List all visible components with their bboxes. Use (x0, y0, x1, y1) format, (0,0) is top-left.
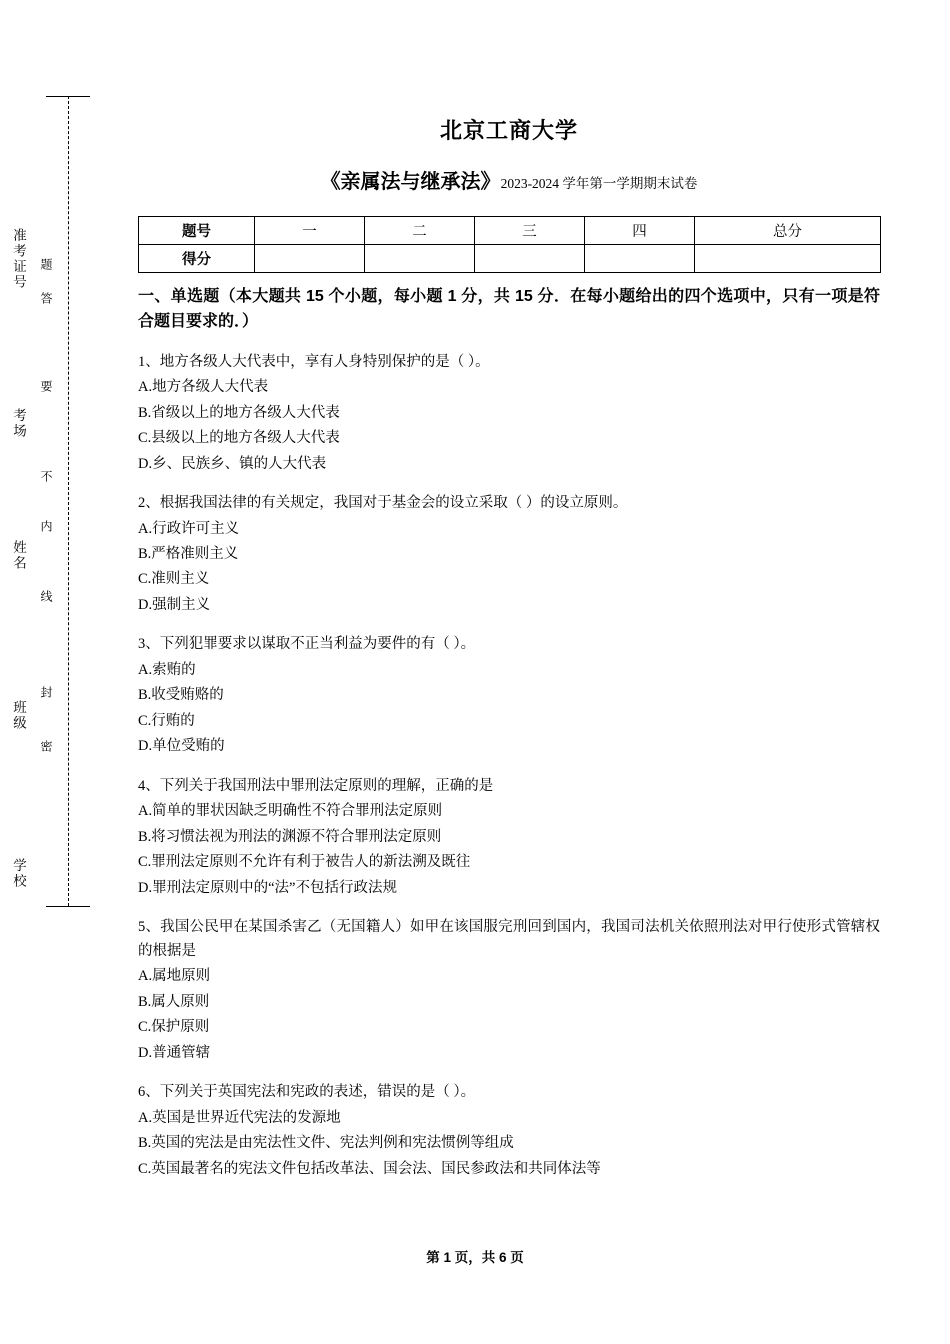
binding-dashed-line (68, 96, 69, 906)
score-table (138, 216, 881, 273)
section-title-single-choice: 一、单选题（本大题共 15 个小题，每小题 1 分，共 15 分．在每小题给出的四个选项中，只有一项是符合题目要求的．） (138, 288, 880, 330)
score-table-col-total: 总分 (695, 217, 881, 245)
question-1-option-a[interactable]: A.地方各级人大代表 (138, 379, 269, 396)
question-4-option-c[interactable]: C.罪刑法定原则不允许有利于被告人的新法溯及既往 (138, 854, 471, 871)
field-label-class: 班级 (11, 700, 26, 731)
question-1-option-b[interactable]: B.省级以上的地方各级人大代表 (138, 404, 340, 421)
score-table-col-4: 四 (585, 217, 695, 245)
exam-term: 2023-2024 学年第一学期期末试卷 (500, 176, 698, 191)
question-2-option-c[interactable]: C.准则主义 (138, 571, 210, 588)
seal-char-yao: 要 (39, 380, 53, 400)
question-2-option-d[interactable]: D.强制主义 (138, 596, 211, 613)
question-1 (138, 351, 880, 476)
seal-char-xian: 线 (39, 590, 53, 610)
question-2-stem: 2、根据我国法律的有关规定，我国对于基金会的设立采取（ ）的设立原则。 (138, 495, 628, 512)
question-6-option-b[interactable]: B.英国的宪法是由宪法性文件、宪法判例和宪法惯例等组成 (138, 1135, 514, 1152)
field-label-exam-room: 考场 (11, 408, 26, 439)
question-4-stem: 4、下列关于我国刑法中罪刑法定原则的理解，正确的是 (138, 777, 494, 794)
question-3 (138, 633, 880, 758)
question-4-option-a[interactable]: A.简单的罪状因缺乏明确性不符合罪刑法定原则 (138, 803, 443, 820)
binding-bottom-rule (46, 906, 90, 907)
seal-char-nei: 内 (39, 520, 53, 540)
question-5-stem: 5、我国公民甲在某国杀害乙（无国籍人）如甲在该国服完刑回到国内，我国司法机关依照刑法对甲行使形式管辖权的根据是 (138, 919, 880, 959)
binding-top-rule (46, 96, 90, 97)
field-label-admission-number: 准考证号 (11, 228, 26, 290)
score-cell-1[interactable] (255, 245, 365, 273)
question-5-option-a[interactable]: A.属地原则 (138, 968, 211, 985)
score-cell-2[interactable] (365, 245, 475, 273)
question-3-option-c[interactable]: C.行贿的 (138, 712, 195, 729)
question-3-option-b[interactable]: B.收受贿赂的 (138, 687, 224, 704)
question-1-stem: 1、地方各级人大代表中，享有人身特别保护的是（ ）。 (138, 353, 490, 370)
seal-char-feng: 封 (39, 686, 53, 706)
seal-char-bu: 不 (39, 470, 53, 490)
question-5-option-d[interactable]: D.普通管辖 (138, 1044, 211, 1061)
question-1-option-c[interactable]: C.县级以上的地方各级人大代表 (138, 430, 340, 447)
question-2-option-a[interactable]: A.行政许可主义 (138, 520, 240, 537)
score-table-col-1: 一 (255, 217, 365, 245)
table-row-scores (139, 245, 881, 273)
course-name: 《亲属法与继承法》 (320, 171, 501, 193)
field-label-school: 学校 (11, 858, 26, 889)
score-table-header-label: 题号 (139, 217, 255, 245)
question-6-option-a[interactable]: A.英国是世界近代宪法的发源地 (138, 1109, 341, 1126)
score-table-col-3: 三 (475, 217, 585, 245)
exam-title (138, 165, 880, 194)
score-cell-4[interactable] (585, 245, 695, 273)
seal-char-mi: 密 (39, 740, 53, 760)
binding-strip (36, 96, 92, 906)
question-2 (138, 492, 880, 617)
page-footer: 第 1 页，共 6 页 (426, 1250, 524, 1265)
question-1-option-d[interactable]: D.乡、民族乡、镇的人大代表 (138, 455, 327, 472)
question-4-option-d[interactable]: D.罪刑法定原则中的“法”不包括行政法规 (138, 879, 397, 896)
score-table-col-2: 二 (365, 217, 475, 245)
question-4-option-b[interactable]: B.将习惯法视为刑法的渊源不符合罪刑法定原则 (138, 828, 442, 845)
seal-char-ti: 题 (39, 258, 53, 278)
question-5-option-c[interactable]: C.保护原则 (138, 1019, 210, 1036)
table-row-question-numbers (139, 217, 881, 245)
university-title: 北京工商大学 (439, 118, 578, 143)
question-6 (138, 1081, 880, 1181)
score-cell-3[interactable] (475, 245, 585, 273)
question-3-option-a[interactable]: A.索贿的 (138, 661, 196, 678)
question-3-stem: 3、下列犯罪要求以谋取不正当利益为要件的有（ ）。 (138, 636, 476, 653)
score-cell-total[interactable] (695, 245, 881, 273)
question-6-stem: 6、下列关于英国宪法和宪政的表述，错误的是（ ）。 (138, 1084, 476, 1101)
question-5 (138, 916, 880, 1065)
question-4 (138, 775, 880, 900)
question-6-option-c[interactable]: C.英国最著名的宪法文件包括改革法、国会法、国民参政法和共同体法等 (138, 1160, 601, 1177)
seal-char-da: 答 (39, 292, 53, 312)
field-label-name: 姓名 (11, 540, 26, 571)
score-table-score-label: 得分 (139, 245, 255, 273)
question-5-option-b[interactable]: B.属人原则 (138, 993, 210, 1010)
question-2-option-b[interactable]: B.严格准则主义 (138, 545, 239, 562)
question-3-option-d[interactable]: D.单位受贿的 (138, 738, 225, 755)
exam-paper (138, 100, 880, 1181)
